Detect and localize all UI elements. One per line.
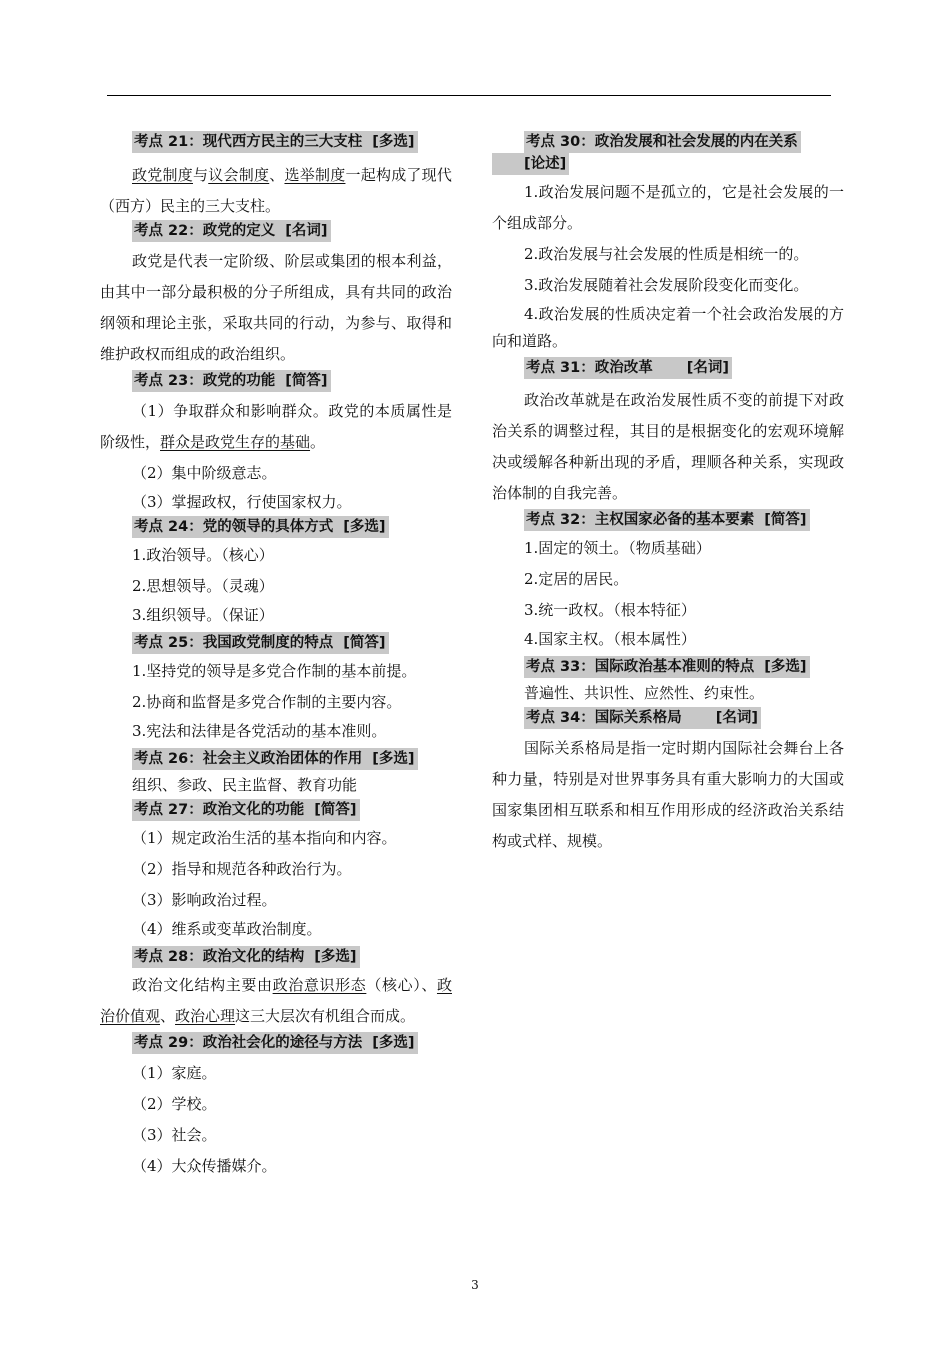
heading-tag: [多选]: [764, 659, 807, 675]
section-heading-34: [492, 707, 844, 733]
left-column: [100, 131, 452, 1182]
paragraph-30-2: 2.政治发展与社会发展的性质是相统一的。: [524, 245, 809, 263]
list-item: 3.宪法和法律是各党活动的基本准则。: [132, 722, 387, 740]
underlined-term: 群众是政党生存的基础: [160, 433, 311, 451]
paragraph-33: 普遍性、共识性、应然性、约束性。: [524, 684, 765, 702]
text-run: 政治文化结构主要由: [132, 976, 273, 994]
paragraph-28: [100, 970, 452, 1032]
paragraph-23b: （2）集中阶级意志。: [132, 464, 277, 482]
heading-title: 考点 29：政治社会化的途径与方法: [134, 1035, 363, 1051]
list-item: （4）大众传播媒介。: [132, 1157, 277, 1175]
list-item: 3.组织领导。（保证）: [132, 606, 274, 624]
heading-title: 考点 31：政治改革: [526, 360, 653, 376]
heading-tag: [多选]: [372, 1035, 415, 1051]
underlined-term: 政治心理: [175, 1007, 236, 1025]
heading-tag: [简答]: [314, 802, 357, 818]
list-item: （2）学校。: [132, 1095, 217, 1113]
heading-tag: [多选]: [372, 751, 415, 767]
heading-tag: [简答]: [764, 512, 807, 528]
list-item: （3）社会。: [132, 1126, 217, 1144]
list-item: 4.国家主权。（根本属性）: [524, 630, 696, 648]
paragraph-22: 政党是代表一定阶级、阶层或集团的根本利益，由其中一部分最积极的分子所组成，具有共同的政治纲领和理论主张，采取共同的行动，为参与、取得和维护政权而组成的政治组织。: [100, 252, 452, 363]
heading-tag: [名词]: [686, 360, 729, 376]
heading-title: 考点 33：国际政治基本准则的特点: [526, 659, 755, 675]
section-heading-32: [492, 509, 844, 533]
paragraph-31: 政治改革就是在政治发展性质不变的前提下对政治关系的调整过程，其目的是根据变化的宏观环境解决或缓解各种新出现的矛盾，理顺各种关系，实现政治体制的自我完善。: [492, 391, 844, 502]
list-item: （1）家庭。: [132, 1064, 217, 1082]
section-heading-24: [100, 516, 452, 540]
text-run: 、: [269, 166, 285, 184]
heading-title: 考点 25：我国政党制度的特点: [134, 635, 334, 651]
heading-title: 考点 34：国际关系格局: [526, 710, 682, 726]
list-item: （2）指导和规范各种政治行为。: [132, 860, 352, 878]
heading-tag: [简答]: [343, 635, 386, 651]
text-run: （核心）、: [366, 976, 437, 994]
paragraph-21: [100, 160, 452, 222]
right-column: [492, 131, 844, 857]
underlined-term: 政治意识形态: [272, 976, 367, 994]
heading-title: 考点 27：政治文化的功能: [134, 802, 305, 818]
list-item: （3）影响政治过程。: [132, 891, 277, 909]
heading-title: 考点 32：主权国家必备的基本要素: [526, 512, 755, 528]
underlined-term: 政治价值观: [100, 976, 452, 1025]
section-heading-27: [100, 799, 452, 823]
section-heading-31: [492, 357, 844, 385]
heading-title: 考点 22：政党的定义: [134, 223, 276, 239]
section-heading-23: [100, 370, 452, 396]
list-item: （1）规定政治生活的基本指向和内容。: [132, 829, 397, 847]
section-heading-22: [100, 220, 452, 246]
list-item: （4）维系或变革政治制度。: [132, 920, 322, 938]
text-run: 、: [160, 1007, 176, 1025]
section-heading-28: [100, 946, 452, 970]
underlined-term: 选举制度: [284, 166, 346, 184]
section-heading-30: [492, 131, 844, 175]
heading-tag: [论述]: [492, 153, 569, 175]
list-item: 1.政治领导。（核心）: [132, 546, 274, 564]
section-heading-25: [100, 632, 452, 656]
section-heading-21: [100, 131, 452, 160]
heading-tag: [多选]: [343, 519, 386, 535]
list-item: 1.坚持党的领导是多党合作制的基本前提。: [132, 662, 417, 680]
heading-title: 考点 30：政治发展和社会发展的内在关系: [524, 131, 801, 153]
heading-title: 考点 28：政治文化的结构: [134, 949, 305, 965]
heading-tag: [多选]: [314, 949, 357, 965]
heading-tag: [简答]: [285, 373, 328, 389]
paragraph-26: 组织、参政、民主监督、教育功能: [132, 776, 358, 794]
list-item: 1.固定的领土。（物质基础）: [524, 539, 711, 557]
heading-title: 考点 23：政党的功能: [134, 373, 276, 389]
list-item: 2.协商和监督是多党合作制的主要内容。: [132, 693, 402, 711]
list-item: 2.定居的居民。: [524, 570, 629, 588]
list-item: 3.统一政权。（根本特征）: [524, 601, 696, 619]
heading-tag: [多选]: [372, 134, 415, 150]
paragraph-23a: [100, 396, 452, 458]
text-run: （1）争取群众和影响群众。政党的本质属性是阶级性，: [100, 402, 452, 451]
paragraph-34: 国际关系格局是指一定时期内国际社会舞台上各种力量，特别是对世界事务具有重大影响力的大国或国家集团相互联系和相互作用形成的经济政治关系结构或式样、规模。: [492, 739, 844, 850]
header-rule: [107, 95, 831, 96]
section-heading-33: [492, 656, 844, 680]
text-run: 与: [192, 166, 209, 184]
text-run: 一起构成了现代（西方）民主的三大支柱。: [100, 166, 452, 215]
section-heading-26: [100, 748, 452, 772]
underlined-term: 政党制度: [132, 166, 193, 184]
heading-title: 考点 24：党的领导的具体方式: [134, 519, 334, 535]
text-run: 。: [310, 433, 326, 451]
heading-tag: [名词]: [715, 710, 758, 726]
paragraph-30-1: 1.政治发展问题不是孤立的，它是社会发展的一个组成部分。: [492, 183, 844, 232]
text-run: 这三大层次有机组合而成。: [235, 1007, 416, 1025]
underlined-term: 议会制度: [208, 166, 270, 184]
heading-tag: [名词]: [285, 223, 328, 239]
section-heading-29: [100, 1032, 452, 1058]
heading-title: 考点 21：现代西方民主的三大支柱: [134, 134, 363, 150]
paragraph-30-4: 4.政治发展的性质决定着一个社会政治发展的方向和道路。: [492, 305, 844, 350]
list-item: 2.思想领导。（灵魂）: [132, 577, 274, 595]
page-number: 3: [471, 1278, 479, 1292]
paragraph-23c: （3）掌握政权，行使国家权力。: [132, 493, 352, 511]
paragraph-30-3: 3.政治发展随着社会发展阶段变化而变化。: [524, 276, 809, 294]
heading-title: 考点 26：社会主义政治团体的作用: [134, 751, 363, 767]
